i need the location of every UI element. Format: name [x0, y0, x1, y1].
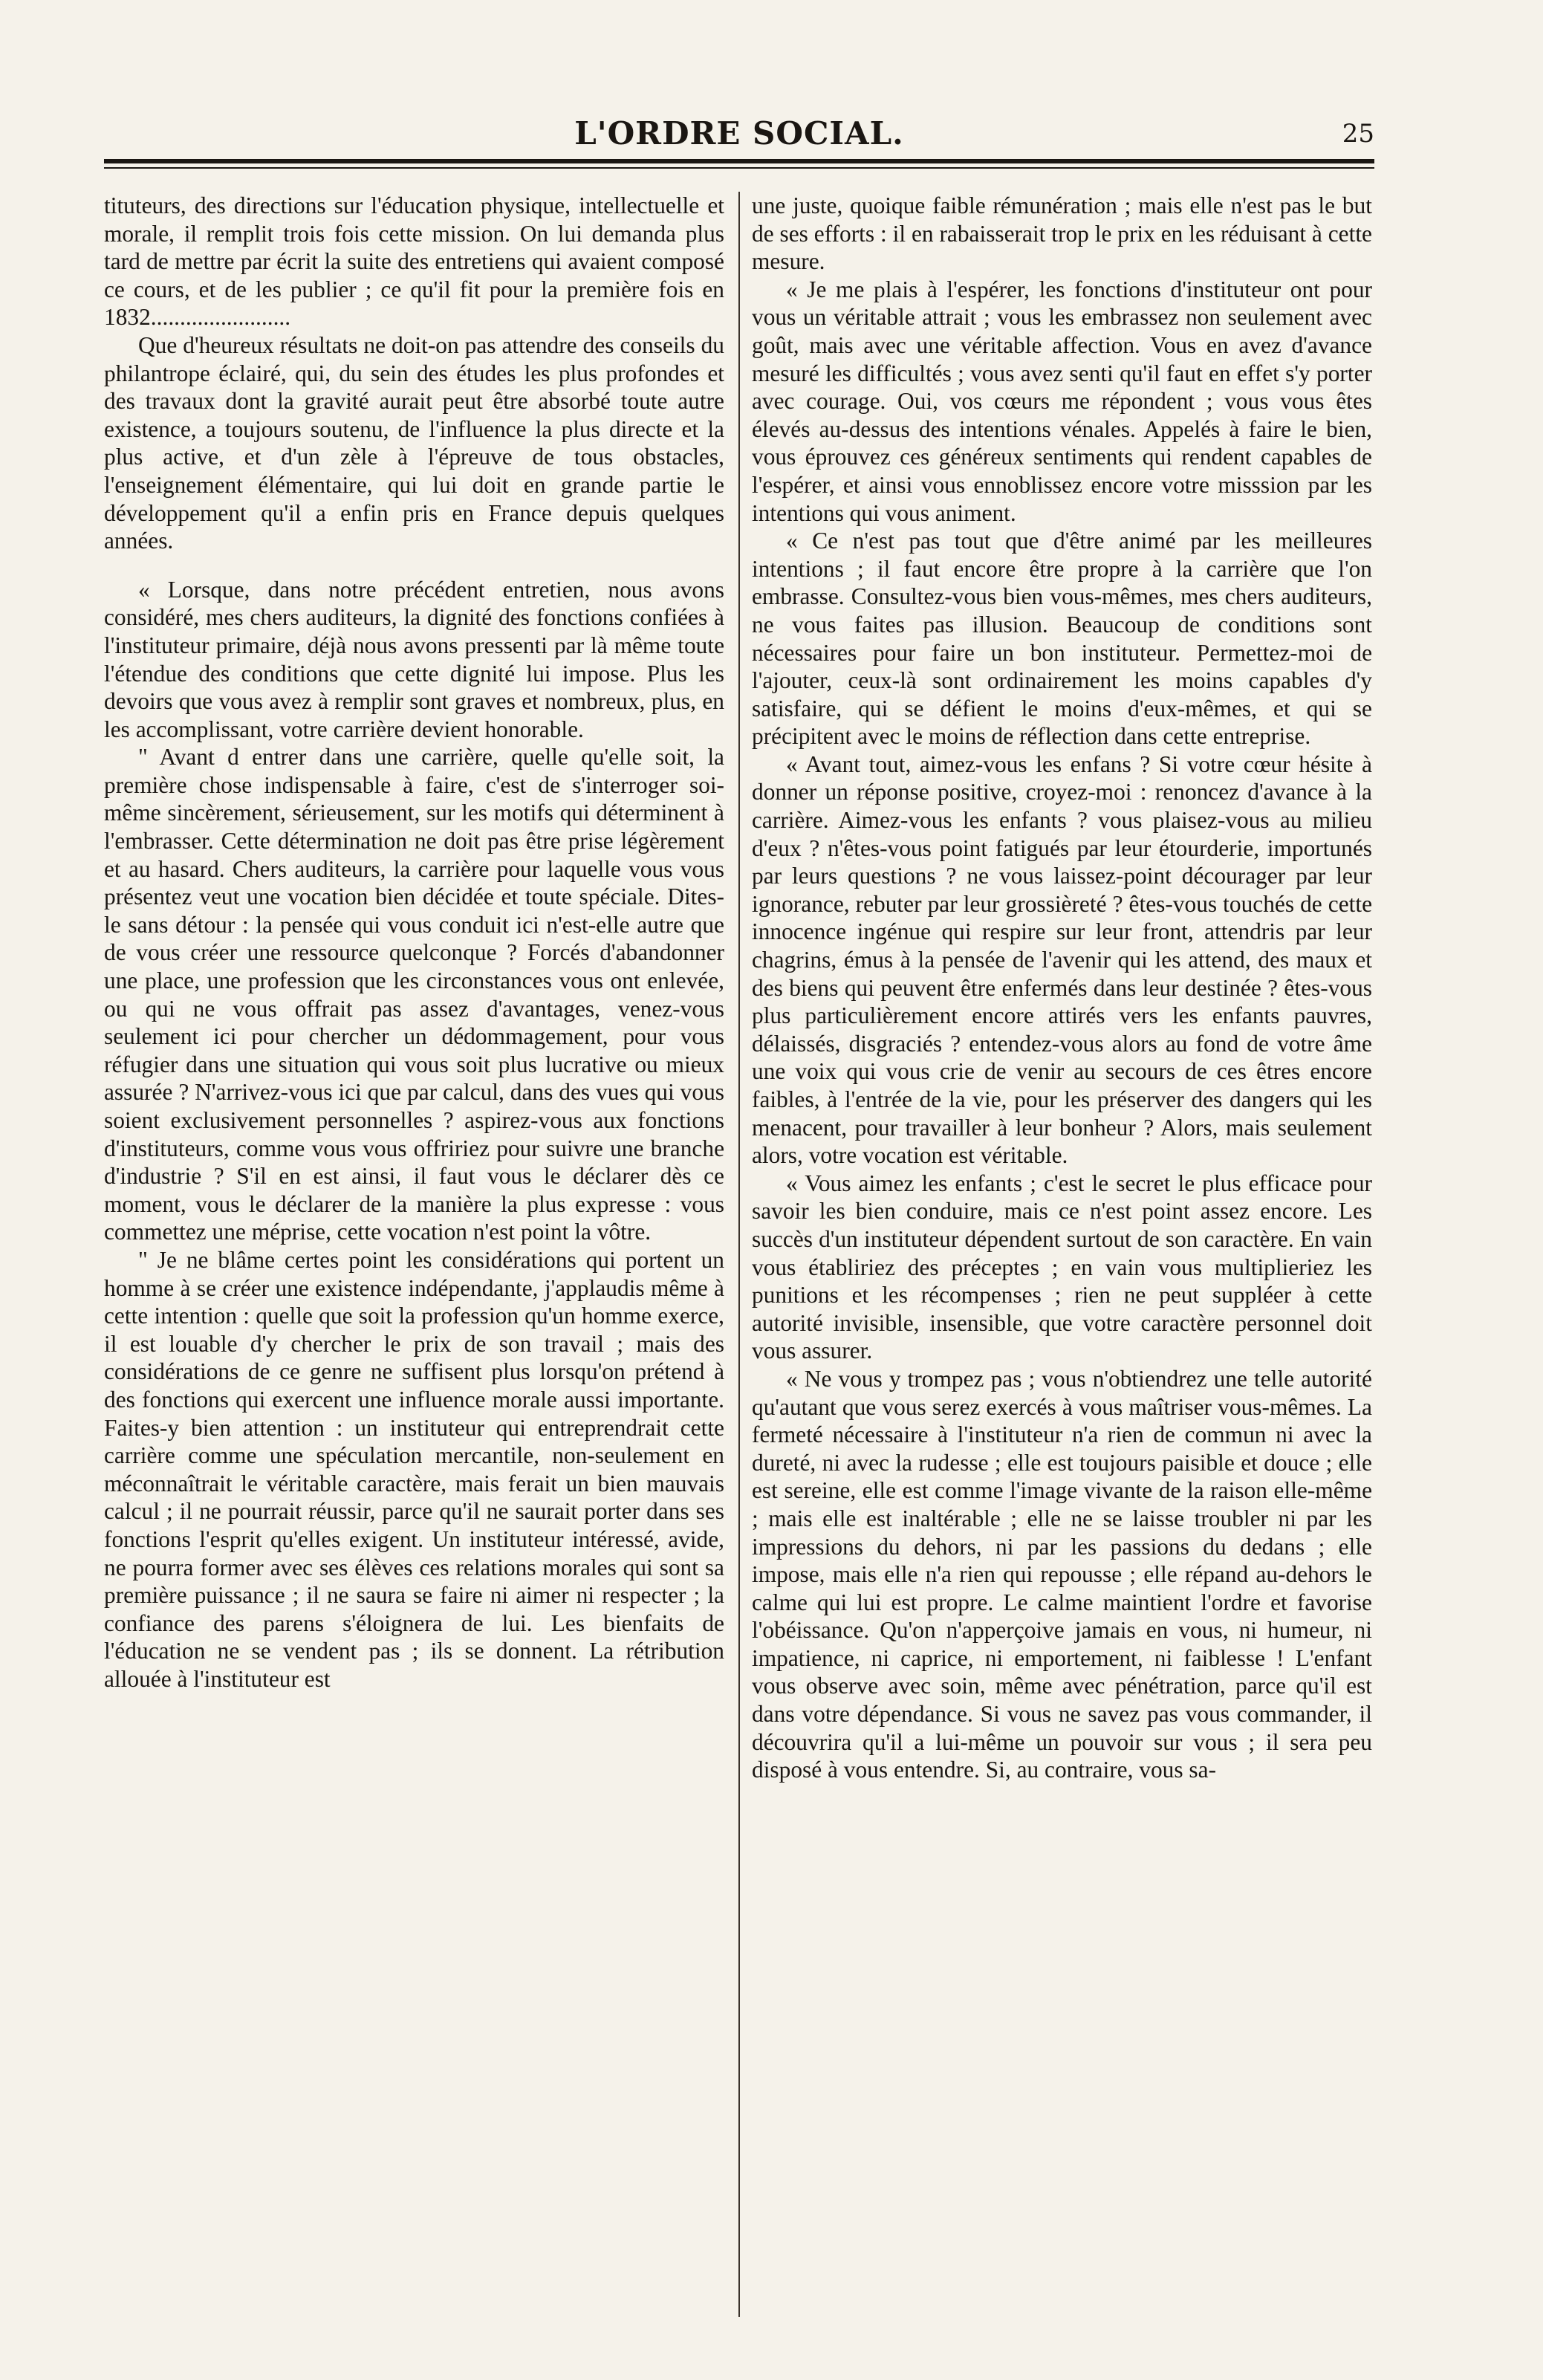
paragraph: une juste, quoique faible rémunération ; mais elle n'est pas le but de ses efforts : il en rabaisserait trop le prix en les réduisant à cette mesure. — [752, 192, 1372, 275]
column-divider — [738, 192, 740, 2317]
paragraph: " Avant d entrer dans une carrière, quelle qu'elle soit, la première chose indispensable à faire, c'est de s'interroger soi-même sincèrement, sérieusement, sur les motifs qui déterminent à l'embrasser. Cette détermination ne doit pas être prise légèrement et au hasard. Chers auditeurs, la carrière pour laquelle vous vous présentez veut une vocation bien décidée et toute spéciale. Dites-le sans détour : la pensée qui vous conduit ici n'est-elle autre que de vous créer une ressource quelconque ? Forcés d'abandonner une place, une profession que les circonstances vous ont enlevée, ou qui ne vous offrait pas assez d'avantages, venez-vous seulement ici pour chercher un dédommagement, pour vous réfugier dans une situation qui vous soit plus lucrative ou mieux assurée ? N'arrivez-vous ici que par calcul, dans des vues qui vous soient exclusivement personnelles ? aspirez-vous aux fonctions d'instituteurs, comme vous vous offririez pour suivre une branche d'industrie ? S'il en est ainsi, il faut vous le déclarer dès ce moment, vous le déclarer de la manière la plus expresse : vous commettez une méprise, cette vocation n'est point la vôtre. — [104, 744, 724, 1245]
header-rule-thin — [104, 167, 1374, 169]
paragraph: « Ne vous y trompez pas ; vous n'obtiendrez une telle autorité qu'autant que vous serez exercés à vous maîtriser vous-mêmes. La fermeté nécessaire à l'instituteur n'a rien de commun ni avec la dureté, ni avec la rudesse ; elle est toujours paisible et douce ; elle est sereine, elle est comme l'image vivante de la raison elle-même ; mais elle est inaltérable ; elle ne se laisse troubler ni par les impressions du dehors, ni par les passions du dedans ; elle impose, mais elle n'a rien qui repousse ; elle répand au-dehors le calme qui lui est propre. Le calme maintient l'ordre et favorise l'obéissance. Qu'on n'apperçoive jamais en vous, ni humeur, ni impatience, ni caprice, ni emportement, ni faiblesse ! L'enfant vous observe avec soin, même avec pénétration, parce qu'il est dans votre dépendance. Si vous ne savez pas vous commander, il découvrira qu'il a lui-même un pouvoir sur vous ; il sera peu disposé à vous entendre. Si, au contraire, vous sa- — [752, 1365, 1372, 1783]
paragraph: « Je me plais à l'espérer, les fonctions d'instituteur ont pour vous un véritable attrait ; vous les embrassez non seulement avec goût, mais avec une véritable affection. Vous en avez d'avance mesuré les difficultés ; vous avez senti qu'il faut en effet s'y porter avec courage. Oui, vos cœurs me répondent ; vous vous êtes élevés au-dessus des intentions vénales. Appelés à faire le bien, vous éprouvez ces généreux sentiments qui rendent capables de l'espérer, et ainsi vous ennoblissez encore votre misssion par les intentions qui vous animent. — [752, 276, 1372, 526]
header-rule-thick — [104, 159, 1374, 163]
running-title: L'ORDRE SOCIAL. — [574, 115, 904, 152]
page-number: 25 — [1342, 119, 1374, 149]
left-column — [104, 192, 724, 2332]
paragraph: Que d'heureux résultats ne doit-on pas attendre des conseils du philantrope éclairé, qui, du sein des études les plus profondes et des travaux dont la gravité aurait peut être absorbé toute autre existence, a toujours soutenu, de l'influence la plus directe et la plus active, et d'un zèle à l'épreuve de tous obstacles, l'enseignement élémentaire, qui lui doit en grande partie le développement qu'il a enfin pris en France depuis quelques années. — [104, 331, 724, 554]
paragraph: « Lorsque, dans notre précédent entretien, nous avons considéré, mes chers auditeurs, la dignité des fonctions confiées à l'instituteur primaire, déjà nous avons pressenti par là même toute l'étendue des conditions que cette dignité lui impose. Plus les devoirs que vous avez à remplir sont graves et nombreux, plus, en les accomplissant, votre carrière devient honorable. — [104, 576, 724, 742]
paragraph: « Vous aimez les enfants ; c'est le secret le plus efficace pour savoir les bien conduire, mais ce n'est point assez encore. Les succès d'un instituteur dépendent surtout de son caractère. En vain vous établiriez des préceptes ; en vain vous multiplieriez les punitions et les récompenses ; rien ne peut suppléer à cette autorité invisible, insensible, que votre caractère personnel doit vous assurer. — [752, 1170, 1372, 1364]
paragraph: tituteurs, des directions sur l'éducation physique, intellectuelle et morale, il remplit trois fois cette mission. On lui demanda plus tard de mettre par écrit la suite des entretiens qui avaient composé ce cours, et de les publier ; ce qu'il fit pour la première fois en 1832........................ — [104, 192, 724, 331]
paragraph: " Je ne blâme certes point les considérations qui portent un homme à se créer une existence indépendante, j'applaudis même à cette intention : quelle que soit la profession qu'un homme exerce, il est louable d'y chercher le prix de son travail ; mais des considérations de ce genre ne suffisent plus lorsqu'on prétend à des fonctions qui exercent une influence morale aussi importante. Faites-y bien attention : un instituteur qui entreprendrait cette carrière comme une spéculation mercantile, non-seulement en méconnaîtrait le véritable caractère, mais ferait un bien mauvais calcul ; il ne pourrait réussir, parce qu'il ne saurait porter dans ses fonctions l'esprit qu'elles exigent. Un instituteur intéressé, avide, ne pourra former avec ses élèves ces relations morales qui sont sa première puissance ; il ne saura se faire ni aimer ni respecter ; la confiance des parens s'éloignera de lui. Les bienfaits de l'éducation ne se vendent pas ; ils se donnent. La rétribution allouée à l'instituteur est — [104, 1246, 724, 1692]
right-column — [752, 192, 1372, 2332]
page-header — [104, 111, 1374, 156]
paragraph: « Avant tout, aimez-vous les enfans ? Si votre cœur hésite à donner un réponse positive, croyez-moi : renoncez d'avance à la carrière. Aimez-vous les enfants ? vous plaisez-vous au milieu d'eux ? n'êtes-vous point fatigués par leur étourderie, importunés par leurs questions ? ne vous laissez-point décourager par leur ignorance, rebuter par leur grossièreté ? êtes-vous touchés de cette innocence ingénue qui respire sur leur front, attendris par leur chagrins, émus à la pensée de l'avenir qui les attend, des maux et des biens qui peuvent être enfermés dans leur destinée ? êtes-vous plus particulièrement encore attirés vers les enfants pauvres, délaissés, disgraciés ? entendez-vous alors au fond de votre âme une voix qui vous crie de venir au secours de ces êtres encore faibles, à l'entrée de la vie, pour les préserver des dangers qui les menacent, pour travailler à leur bonheur ? Alors, mais seulement alors, votre vocation est véritable. — [752, 750, 1372, 1169]
paragraph: « Ce n'est pas tout que d'être animé par les meilleures intentions ; il faut encore être propre à la carrière que l'on embrasse. Consultez-vous bien vous-mêmes, mes chers auditeurs, ne vous faites pas illusion. Beaucoup de conditions sont nécessaires pour faire un bon instituteur. Permettez-moi de l'ajouter, ceux-là sont ordinairement les moins capables d'y satisfaire, qui se défient le moins d'eux-mêmes, et qui se précipitent avec le moins de réflection dans cette entreprise. — [752, 528, 1372, 750]
